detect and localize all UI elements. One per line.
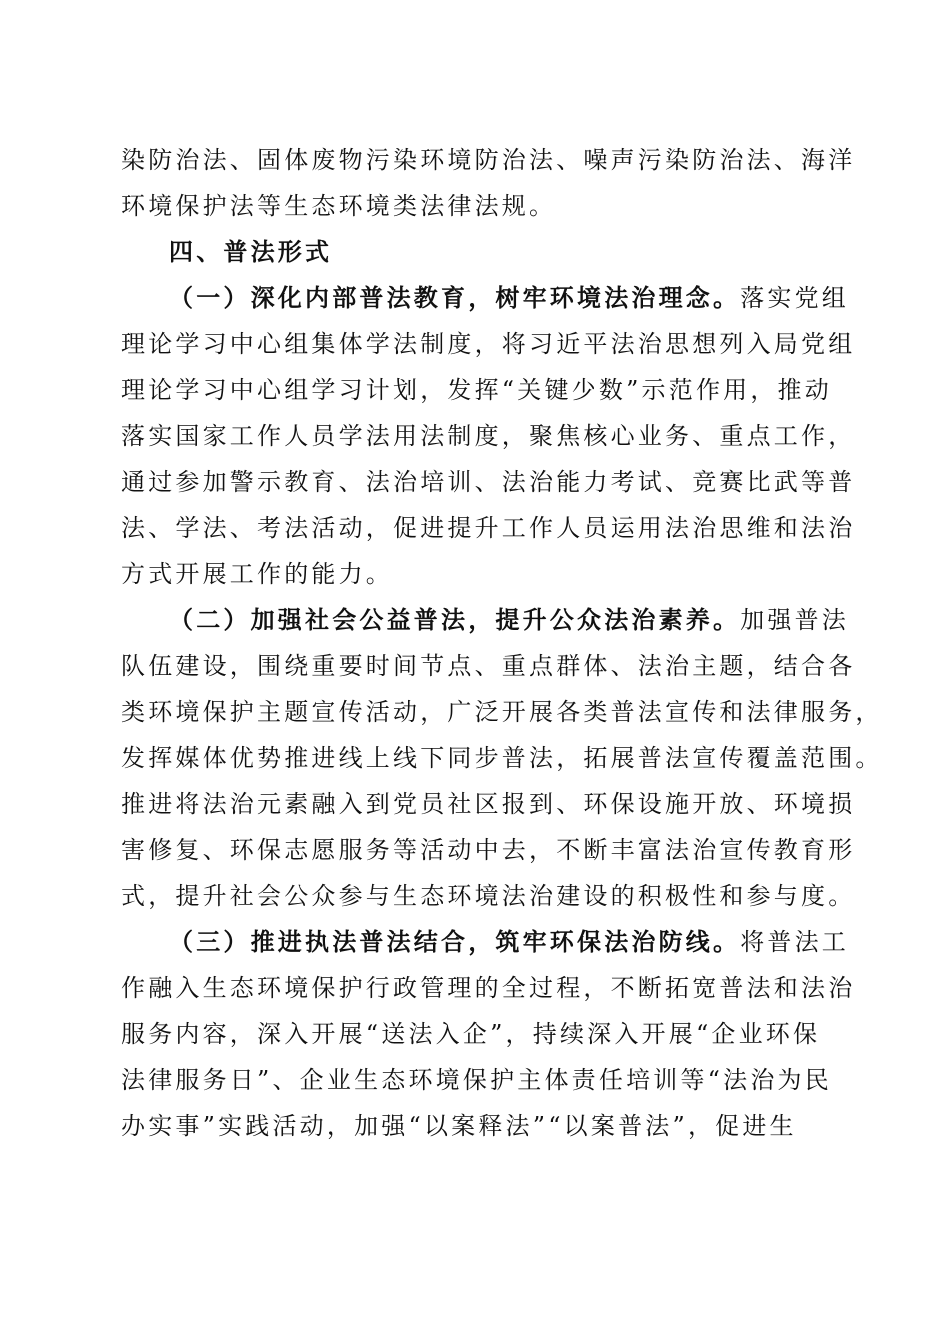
paragraph-line: 作融入生态环境保护行政管理的全过程，不断拓宽普法和法治 <box>121 974 856 1002</box>
paragraph-text: 落实党组 <box>740 284 850 312</box>
paragraph-title: （二）加强社会公益普法，提升公众法治素养。 <box>169 606 741 634</box>
paragraph-line: 服务内容，深入开展“送法入企”，持续深入开展“企业环保 <box>121 1020 821 1048</box>
paragraph-first-line <box>169 283 849 313</box>
paragraph-line: 类环境保护主题宣传活动，广泛开展各类普法宣传和法律服务， <box>121 698 883 726</box>
intro-line: 染防治法、固体废物污染环境防治法、噪声污染防治法、海洋 <box>121 146 856 174</box>
paragraph-line: 队伍建设，围绕重要时间节点、重点群体、法治主题，结合各 <box>121 652 856 680</box>
paragraph-text: 加强普法 <box>740 606 850 634</box>
section-heading: 四、普法形式 <box>169 238 333 266</box>
paragraph-line: 通过参加警示教育、法治培训、法治能力考试、竞赛比武等普 <box>121 468 856 496</box>
paragraph-first-line <box>169 927 849 957</box>
paragraph-line: 推进将法治元素融入到党员社区报到、环保设施开放、环境损 <box>121 790 856 818</box>
paragraph-line: 理论学习中心组集体学法制度，将习近平法治思想列入局党组 <box>121 330 856 358</box>
paragraph-line: 式，提升社会公众参与生态环境法治建设的积极性和参与度。 <box>121 882 856 910</box>
paragraph-line: 法、学法、考法活动，促进提升工作人员运用法治思维和法治 <box>121 514 856 542</box>
paragraph-first-line <box>169 605 849 635</box>
paragraph-line: 方式开展工作的能力。 <box>121 560 393 588</box>
paragraph-text: 将普法工 <box>740 928 850 956</box>
paragraph-line: 理论学习中心组学习计划，发挥“关键少数”示范作用，推动 <box>121 376 832 404</box>
paragraph-line: 法律服务日”、企业生态环境保护主体责任培训等“法治为民 <box>121 1066 832 1094</box>
paragraph-title: （一）深化内部普法教育，树牢环境法治理念。 <box>169 284 741 312</box>
intro-line: 环境保护法等生态环境类法律法规。 <box>121 192 557 220</box>
paragraph-line: 落实国家工作人员学法用法制度，聚焦核心业务、重点工作， <box>121 422 856 450</box>
paragraph-line: 发挥媒体优势推进线上线下同步普法，拓展普法宣传覆盖范围。 <box>121 744 883 772</box>
paragraph-title: （三）推进执法普法结合，筑牢环保法治防线。 <box>169 928 741 956</box>
paragraph-line: 办实事”实践活动，加强“以案释法”“以案普法”，促进生 <box>121 1112 797 1140</box>
paragraph-line: 害修复、环保志愿服务等活动中去，不断丰富法治宣传教育形 <box>121 836 856 864</box>
